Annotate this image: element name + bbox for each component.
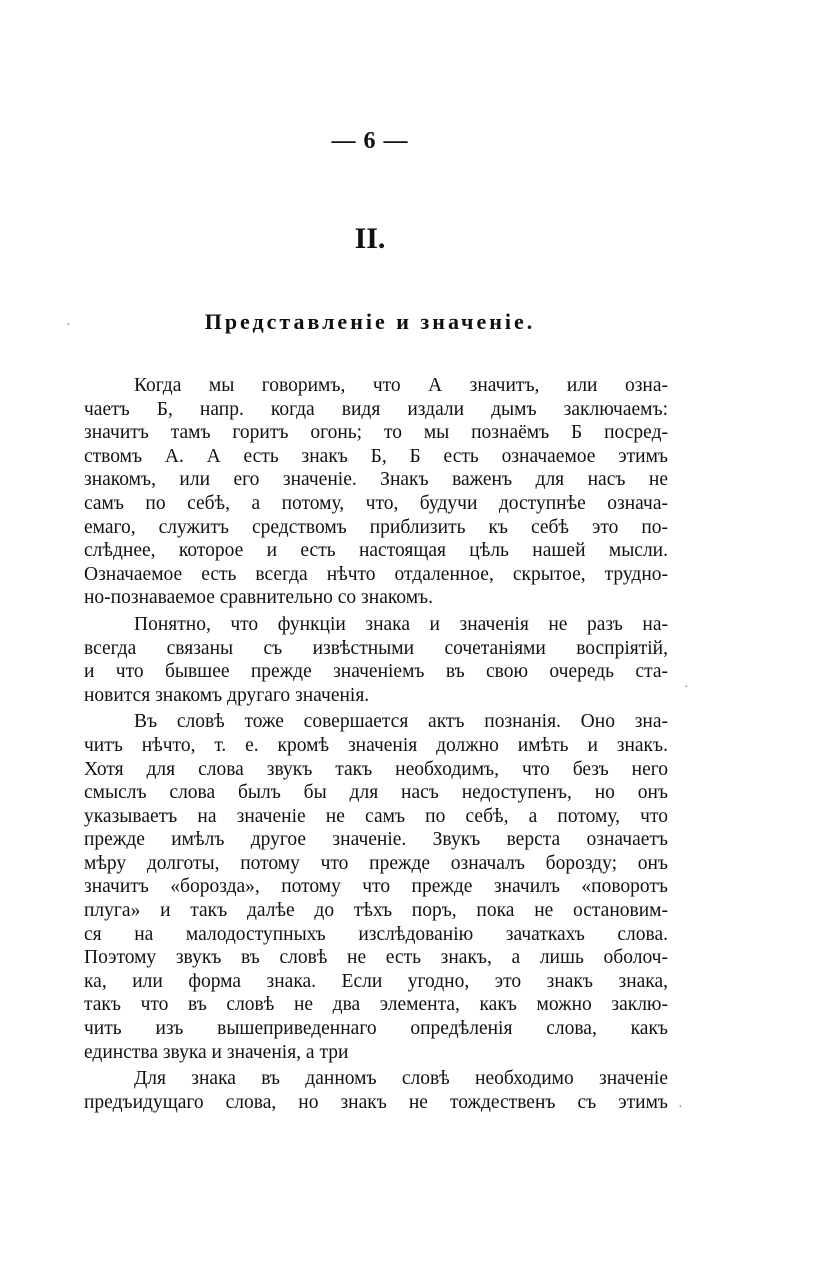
text-line: слѣднее, которое и есть настоящая цѣль нашей мысли. (84, 540, 668, 562)
text-line: значитъ «борозда», потому что прежде значилъ «поворотъ (84, 876, 668, 898)
text-line: ствомъ А. А есть знакъ Б, Б есть означаемое этимъ (84, 445, 668, 467)
scan-speck: · (66, 318, 71, 333)
paragraph (84, 710, 668, 1064)
text-line: Понятно, что функціи знака и значенія не разъ на- (134, 613, 668, 635)
paragraph (84, 374, 668, 610)
page-number: — 6 — (331, 128, 409, 154)
paragraph (84, 613, 668, 707)
text-line: чить изъ вышеприведеннаго опредѣленія слова, какъ (84, 1018, 668, 1040)
text-line: самъ по себѣ, а потому, что, будучи доступнѣе означа- (84, 492, 668, 514)
text-line: Когда мы говоримъ, что А значитъ, или озна- (134, 375, 668, 396)
text-line: значитъ тамъ горитъ огонь; то мы познаёмъ Б посред- (84, 422, 668, 444)
scan-speck: · (684, 680, 689, 695)
text-line: ка, или форма знака. Если угодно, это знакъ знака, (84, 970, 668, 992)
text-line: предъидущаго слова, но знакъ не тождественъ съ этимъ (84, 1091, 668, 1113)
chapter-numeral: II. (354, 222, 386, 255)
text-line: но-познаваемое сравнительно со знакомъ. (84, 587, 434, 609)
text-line: знакомъ, или его значеніе. Знакъ важенъ для насъ не (84, 469, 668, 491)
text-line: указываетъ на значеніе не самъ по себѣ, а потому, что (84, 805, 668, 827)
text-line: такъ что въ словѣ не два элемента, какъ можно заклю- (84, 994, 668, 1016)
paragraph (84, 1067, 668, 1114)
body-text (84, 374, 668, 1114)
text-line: плуга» и такъ далѣе до тѣхъ поръ, пока не остановим- (84, 900, 668, 922)
text-line: Въ словѣ тоже совершается актъ познанія. Оно зна- (134, 711, 668, 733)
text-line: единства звука и значенія, а три (84, 1041, 349, 1063)
text-line: и что бывшее прежде значеніемъ въ свою очередь ста- (84, 661, 668, 683)
text-line: Поэтому звукъ въ словѣ не есть знакъ, а лишь оболоч- (84, 947, 668, 969)
text-line: читъ нѣчто, т. е. кромѣ значенія должно имѣть и знакъ. (84, 734, 668, 756)
section-title: Представленіе и значеніе. (204, 309, 536, 334)
text-line: всегда связаны съ извѣстными сочетаніями воспріятій, (84, 637, 668, 659)
text-line: смыслъ слова былъ бы для насъ недоступенъ, но онъ (84, 782, 668, 804)
text-line: емаго, служитъ средствомъ приблизить къ себѣ это по- (84, 516, 668, 538)
text-line: прежде имѣлъ другое значеніе. Звукъ верста означаетъ (84, 829, 668, 851)
text-line: новится знакомъ другаго значенія. (84, 684, 370, 706)
text-line: ся на малодоступныхъ изслѣдованію зачаткахъ слова. (84, 923, 668, 945)
text-line: Хотя для слова звукъ такъ необходимъ, что безъ него (84, 758, 668, 780)
text-line: чаетъ Б, напр. когда видя издали дымъ заключаемъ: (84, 398, 668, 420)
text-line: Для знака въ данномъ словѣ необходимо значеніе (134, 1068, 668, 1090)
text-line: Означаемое есть всегда нѣчто отдаленное, скрытое, трудно- (84, 563, 668, 585)
scan-speck: · (678, 1100, 683, 1115)
text-line: мѣру долготы, потому что прежде означалъ борозду; онъ (84, 852, 668, 874)
